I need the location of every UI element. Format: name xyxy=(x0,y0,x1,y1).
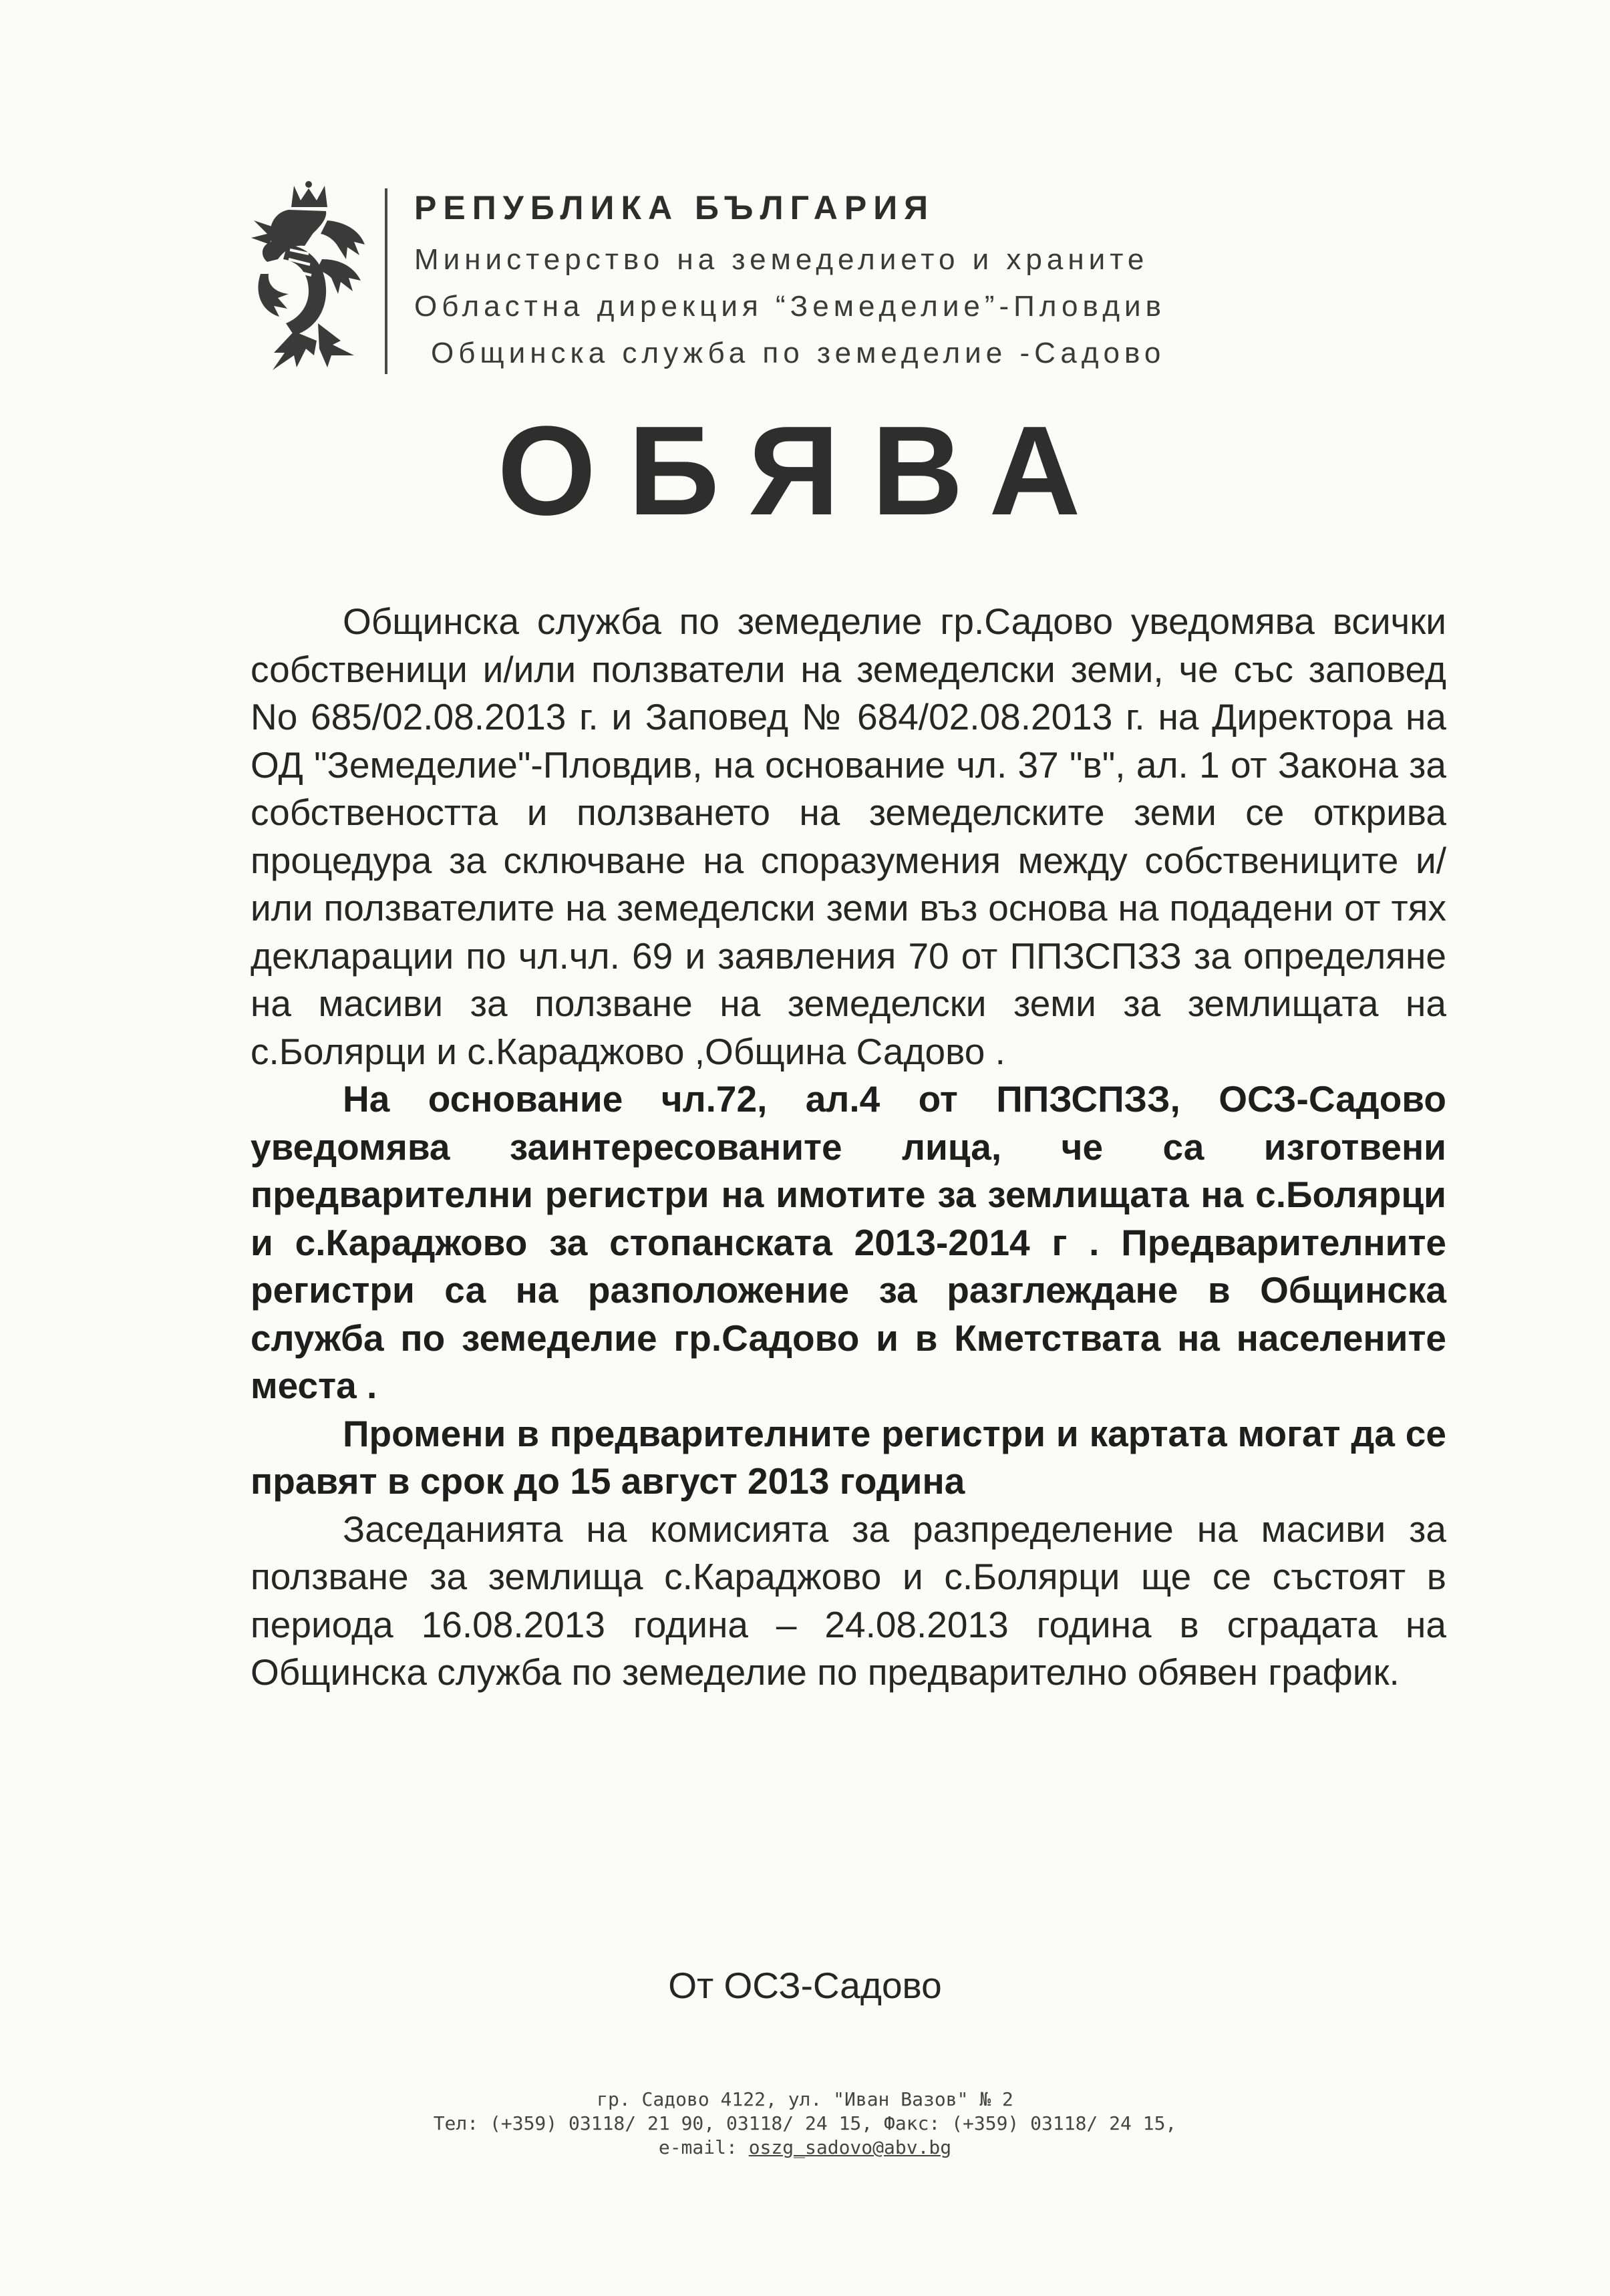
municipal-service: Общинска служба по земеделие -Садово xyxy=(431,337,1166,369)
republic-name: РЕПУБЛИКА БЪЛГАРИЯ xyxy=(414,189,935,226)
footer-email-link[interactable]: oszg_sadovo@abv.bg xyxy=(748,2136,952,2158)
ministry-name: Министерство на земеделието и храните xyxy=(414,243,1149,276)
paragraph-procedure: Общинска служба по земеделие гр.Садово уведомява всички собственици и/или ползватели на земеделски земи, че със заповед No 685/02.08.2013 г. и Заповед № 684/02.08.2013 г. на Директора на ОД "Земеделие"-Пловдив, на основание чл. 37 "в", ал. 1 от Закона за собствеността и ползването на земеделските земи се открива процедура за сключване на споразумения между собствениците и/или ползвателите на земеделски земи въз основа на подадени от тях декларации по чл.чл. 69 и заявления 70 от ППЗСПЗЗ за определяне на масиви за ползване на земеделски земи за землищата на с.Болярци и с.Караджово ,Община Садово . xyxy=(251,601,1446,1072)
footer-email-line xyxy=(0,2136,1610,2160)
paragraph-changes-deadline: Промени в предварителните регистри и картата могат да се правят в срок до 15 август 2013 година xyxy=(251,1412,1446,1502)
signature: От ОСЗ-Садово xyxy=(668,1965,942,2006)
footer-address: гр. Садово 4122, ул. "Иван Вазов" № 2 xyxy=(597,2088,1013,2110)
page-title: ОБЯВА xyxy=(497,400,1113,542)
letterhead xyxy=(247,174,1249,387)
header-divider xyxy=(385,188,387,374)
announcement-body xyxy=(251,598,1446,1697)
paragraph-registers: На основание чл.72, ал.4 от ППЗСПЗЗ, ОСЗ-Садово уведомява заинтересованите лица, че са изготвени предварителни регистри на имотите за землищата на с.Болярци и с.Караджово за стопанската 2013-2014 г . Предварителните регистри са на разположение за разглеждане в Общинска служба по земеделие гр.Садово и в Кметствата на населените места . xyxy=(251,1078,1446,1406)
lion-coat-of-arms-icon xyxy=(247,180,374,374)
district-directorate: Областна дирекция “Земеделие”-Пловдив xyxy=(414,290,1166,323)
footer-contacts xyxy=(0,2088,1610,2160)
paragraph-commission-meetings: Заседанията на комисията за разпределение на масиви за ползване за землища с.Караджово и с.Болярци ще се състоят в периода 16.08.2013 година – 24.08.2013 година в сградата на Общинска служба по земеделие по предварително обявен график. xyxy=(251,1508,1446,1693)
footer-email-label: e-mail: xyxy=(658,2136,749,2158)
footer-phones: Тел: (+359) 03118/ 21 90, 03118/ 24 15, Факс: (+359) 03118/ 24 15, xyxy=(433,2112,1177,2134)
